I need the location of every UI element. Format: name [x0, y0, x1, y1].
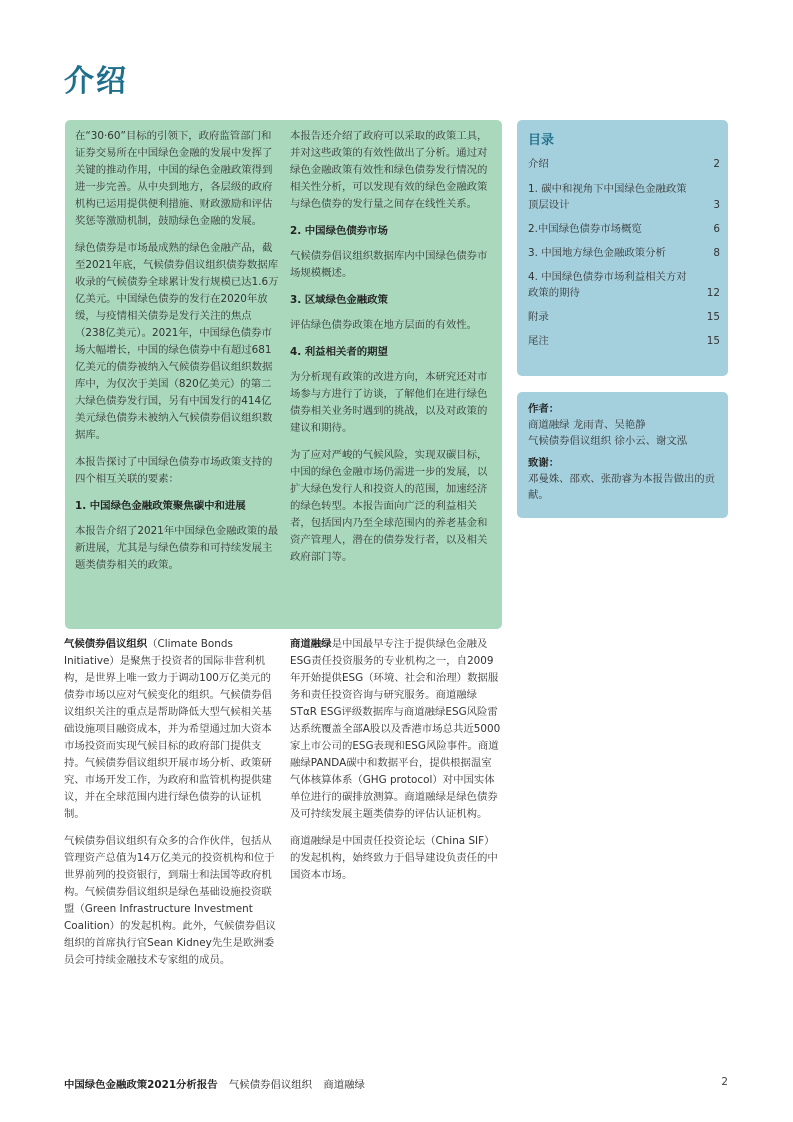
summary-paragraph: 为分析现有政策的改进方向，本研究还对市场参与方进行了访谈，了解他们在进行绿色债券相关业务时遇到的挑战，以及对政策的建议和期待。 [290, 371, 488, 434]
toc-item-label: 2.中国绿色债券市场概览 [528, 223, 642, 235]
toc-title: 目录 [528, 133, 555, 148]
footer-report-title: 中国绿色金融政策2021分析报告 [64, 1079, 218, 1091]
toc-item-label: 1. 碳中和视角下中国绿色金融政策顶层设计 [528, 183, 687, 211]
toc-item-label: 附录 [528, 311, 549, 323]
summary-paragraph: 本报告还介绍了政府可以采取的政策工具，并对这些政策的有效性做出了分析。通过对绿色金融政策有效性和绿色债券发行情况的相关性分析，可以发现有效的绿色金融政策与绿色债券的发行量之间存在线性关系。 [290, 130, 488, 210]
org-name: 气候债券倡议组织 [64, 638, 148, 650]
summary-box [65, 120, 502, 629]
authors-line: 气候债券倡议组织 徐小云、谢文泓 [528, 435, 688, 447]
toc-item-page: 15 [706, 311, 720, 323]
toc-item[interactable] [528, 181, 720, 213]
toc-item[interactable] [528, 156, 720, 172]
section-heading: 4. 利益相关者的期望 [290, 346, 388, 358]
footer-org: 商道融绿 [323, 1079, 365, 1091]
table-of-contents [517, 120, 728, 376]
org-paragraph: 气候债券倡议组织有众多的合作伙伴，包括从管理资产总值为14万亿美元的投资机构和位于世界前列的投资银行，到瑞士和法国等政府机构。气候债券倡议组织是绿色基础设施投资联盟（Green Infrastructure Investment Coalition）的发起机构。此外，气候债券倡议组织的首席执行官Sean Kidney先生是欧洲委员会可持续金融技术专家组的成员。 [64, 835, 276, 966]
section-heading: 2. 中国绿色债券市场 [290, 225, 388, 237]
toc-item-page: 2 [713, 158, 720, 170]
toc-item-label: 3. 中国地方绿色金融政策分析 [528, 247, 666, 259]
toc-item[interactable] [528, 269, 720, 301]
toc-item-page: 15 [706, 335, 720, 347]
page-title: 介绍 [64, 64, 128, 99]
syntao-description [290, 636, 502, 894]
page-number: 2 [721, 1076, 728, 1088]
credits-content [528, 401, 720, 503]
toc-list [528, 156, 720, 349]
thanks-text: 邓曼姝、邵欢、张劭睿为本报告做出的贡献。 [528, 473, 716, 501]
summary-paragraph: 本报告探讨了中国绿色债券市场政策支持的四个相互关联的要素： [75, 456, 273, 485]
org-name: 商道融绿 [290, 638, 332, 650]
toc-item-page: 12 [706, 287, 720, 299]
summary-paragraph: 为了应对严峻的气候风险，实现双碳目标，中国的绿色金融市场仍需进一步的发展，以扩大绿色发行人和投资人的范围，加速经济的绿色转型。本报告面向广泛的利益相关者，包括国内乃至全球范围内的养老基金和资产管理人，潜在的债券发行者，以及相关政府部门等。 [290, 449, 488, 563]
org-paragraph: 商道融绿是中国责任投资论坛（China SIF）的发起机构，始终致力于倡导建设负责任的中国资本市场。 [290, 835, 498, 881]
toc-item-label: 介绍 [528, 158, 549, 170]
section-heading: 1. 中国绿色金融政策聚焦碳中和进展 [75, 500, 246, 512]
org-paragraph [290, 636, 502, 823]
summary-right-column [290, 128, 492, 576]
credits-box [517, 392, 728, 518]
summary-paragraph: 在“30·60”目标的引领下，政府监管部门和证券交易所在中国绿色金融的发展中发挥了关键的推动作用，中国的绿色金融政策得到进一步完善。从中央到地方，各层级的政府机构已运用提供便利措施、财政激励和评估奖惩等激励机制，鼓励绿色金融的发展。 [75, 130, 273, 227]
summary-paragraph: 评估绿色债券政策在地方层面的有效性。 [290, 319, 478, 331]
toc-item[interactable] [528, 309, 720, 325]
footer [64, 1076, 365, 1091]
toc-item[interactable] [528, 333, 720, 349]
toc-item[interactable] [528, 245, 720, 261]
toc-item-page: 3 [713, 199, 720, 211]
toc-item[interactable] [528, 221, 720, 237]
thanks-label: 致谢： [528, 457, 560, 469]
toc-item-page: 6 [713, 223, 720, 235]
summary-left-column [75, 128, 279, 584]
summary-paragraph: 气候债券倡议组织数据库内中国绿色债券市场规模概述。 [290, 250, 488, 279]
cbi-description [64, 636, 276, 979]
authors-line: 商道融绿 龙雨青、吴艳静 [528, 419, 646, 431]
footer-org: 气候债券倡议组织 [228, 1079, 313, 1091]
section-heading: 3. 区域绿色金融政策 [290, 294, 388, 306]
summary-paragraph: 本报告介绍了2021年中国绿色金融政策的最新进展，尤其是与绿色债券和可持续发展主题类债券相关的政策。 [75, 525, 279, 571]
toc-item-label: 尾注 [528, 335, 549, 347]
toc-item-label: 4. 中国绿色债券市场利益相关方对政策的期待 [528, 271, 687, 299]
org-paragraph [64, 636, 276, 823]
summary-paragraph: 绿色债券是市场最成熟的绿色金融产品，截至2021年底，气候债券倡议组织债券数据库收录的气候债券全球累计发行规模已达1.6万亿美元。中国绿色债券的发行在2020年放缓，与疫情相关债券是发行关注的焦点（238亿美元）。2021年，中国绿色债券市场大幅增长，中国的绿色债券中有超过681亿美元的债券被纳入气候债券倡议组织数据库中，为仅次于美国（820亿美元）的第二大绿色债券发行国，另有中国发行的414亿美元绿色债券未被纳入气候债券倡议组织数据库。 [75, 242, 279, 441]
org-paragraph-text: 是中国最早专注于提供绿色金融及ESG责任投资服务的专业机构之一，自2009年开始提供ESG（环境、社会和治理）数据服务和责任投资咨询与研究服务。商道融绿STαR ESG评级数据库与商道融绿ESG风险雷达系统覆盖全部A股以及香港市场总共近5000家上市公司的ESG表现和ESG风险事件。商道融绿PANDA碳中和数据平台，提供根据温室气体核算体系（GHG protocol）对中国实体单位进行的碳排放测算。商道融绿是绿色债券及可持续发展主题类债券的评估认证机构。 [290, 638, 501, 820]
toc-item-page: 8 [713, 247, 720, 259]
org-paragraph-text: （Climate Bonds Initiative）是聚焦于投资者的国际非营利机构，是世界上唯一致力于调动100万亿美元的债券市场以应对气候变化的组织。气候债券倡议组织关注的重点是帮助降低大型气候相关基础设施项目融资成本，并为希望通过加大资本市场投资而实现气候目标的政府部门提供支持。气候债券倡议组织开展市场分析、政策研究、市场开发工作，为政府和监管机构提供建议，并在全球范围内进行绿色债券的认证机制。 [64, 638, 272, 820]
authors-label: 作者： [528, 403, 560, 415]
